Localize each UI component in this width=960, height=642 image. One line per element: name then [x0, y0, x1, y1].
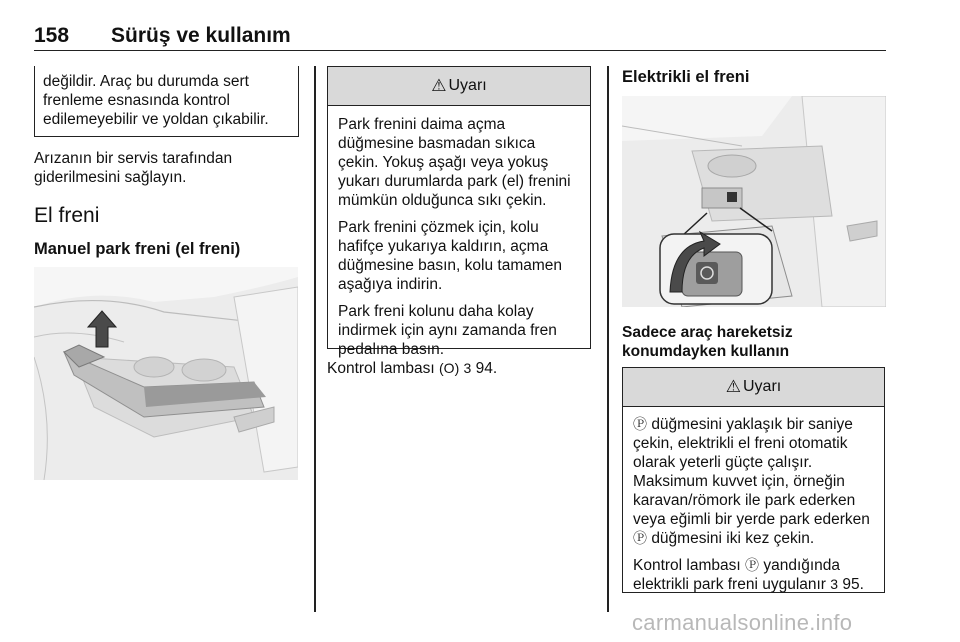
warning-label: Uyarı [448, 77, 487, 94]
parking-button-icon: Ⓟ [633, 416, 647, 432]
warning-triangle-icon: ⚠ [725, 377, 741, 396]
warning-header [328, 67, 590, 106]
warning-paragraph-1: Park frenini daima açma düğmesine basmadan sıkıca çekin. Yokuş aşağı veya yokuş yukarı durumlarda park (el) frenini mümkün olduğunca sıkı çekin. [338, 116, 571, 209]
warning-paragraph-3: Park freni kolunu daha kolay indirmek için aynı zamanda fren pedalına basın. [338, 303, 557, 358]
control-lamp-label: Kontrol lambası [327, 360, 435, 377]
handbrake-drawing [34, 267, 298, 480]
warning-paragraph-2: Park frenini çözmek için, kolu hafifçe yukarıya kaldırın, açma düğmesine basın, kolu tamamen aşağıya indirin. [338, 219, 563, 293]
continued-warning-box [34, 66, 299, 137]
service-text: Arızanın bir servis tarafından giderilmesini sağlayın. [34, 150, 233, 186]
warning-triangle-icon: ⚠ [431, 76, 447, 95]
section-title: El freni [34, 204, 100, 227]
electric-warning-page-ref: 95. [842, 576, 864, 593]
electric-warning-paragraph-2: Maksimum kuvvet için, örneğin karavan/römork ile park ederken veya eğimli bir yerde park ederken Ⓟ düğmesini iki kez çekin. [633, 473, 870, 547]
page-header [34, 20, 886, 51]
electric-warning-header [623, 368, 884, 407]
electric-warning-paragraph-3: Kontrol lambası Ⓟ yandığında elektrikli park freni uygulanır 3 95. [633, 557, 864, 593]
control-lamp-page-ref: 94. [475, 360, 498, 377]
electric-brake-title: Elektrikli el freni [622, 68, 750, 86]
column-divider-1 [314, 66, 316, 612]
page-number: 158 [34, 24, 70, 47]
electric-brake-subtitle: Sadece araç hareketsiz konumdayken kullanın [622, 324, 793, 360]
page-reference-icon: 3 [830, 576, 839, 592]
electric-brake-drawing [622, 96, 886, 307]
parking-button-icon: Ⓟ [633, 530, 647, 546]
continued-warning-text: değildir. Araç bu durumda sert frenleme esnasında kontrol edilemeyebilir ve yoldan çıkabilir. [43, 73, 269, 128]
chapter-title: Sürüş ve kullanım [111, 24, 291, 47]
electric-brake-warning-box [622, 367, 885, 593]
watermark: carmanualsonline.info [632, 610, 853, 635]
parking-lamp-icon: Ⓟ [745, 557, 760, 573]
parking-brake-warning-box [327, 66, 591, 358]
column-divider-2 [607, 66, 609, 612]
electric-warning-paragraph-1: Ⓟ düğmesini yaklaşık bir saniye çekin, elektrikli el freni otomatik olarak yeterli güçte çalışır. [633, 416, 853, 471]
electric-brake-illustration [622, 96, 886, 307]
manual-handbrake-illustration [34, 267, 298, 480]
page-reference-icon: 3 [463, 360, 472, 376]
subsection-title: Manuel park freni (el freni) [34, 240, 241, 258]
control-lamp-line [327, 359, 497, 378]
brake-lamp-icon: (O) [439, 360, 460, 376]
warning-label: Uyarı [743, 378, 782, 395]
